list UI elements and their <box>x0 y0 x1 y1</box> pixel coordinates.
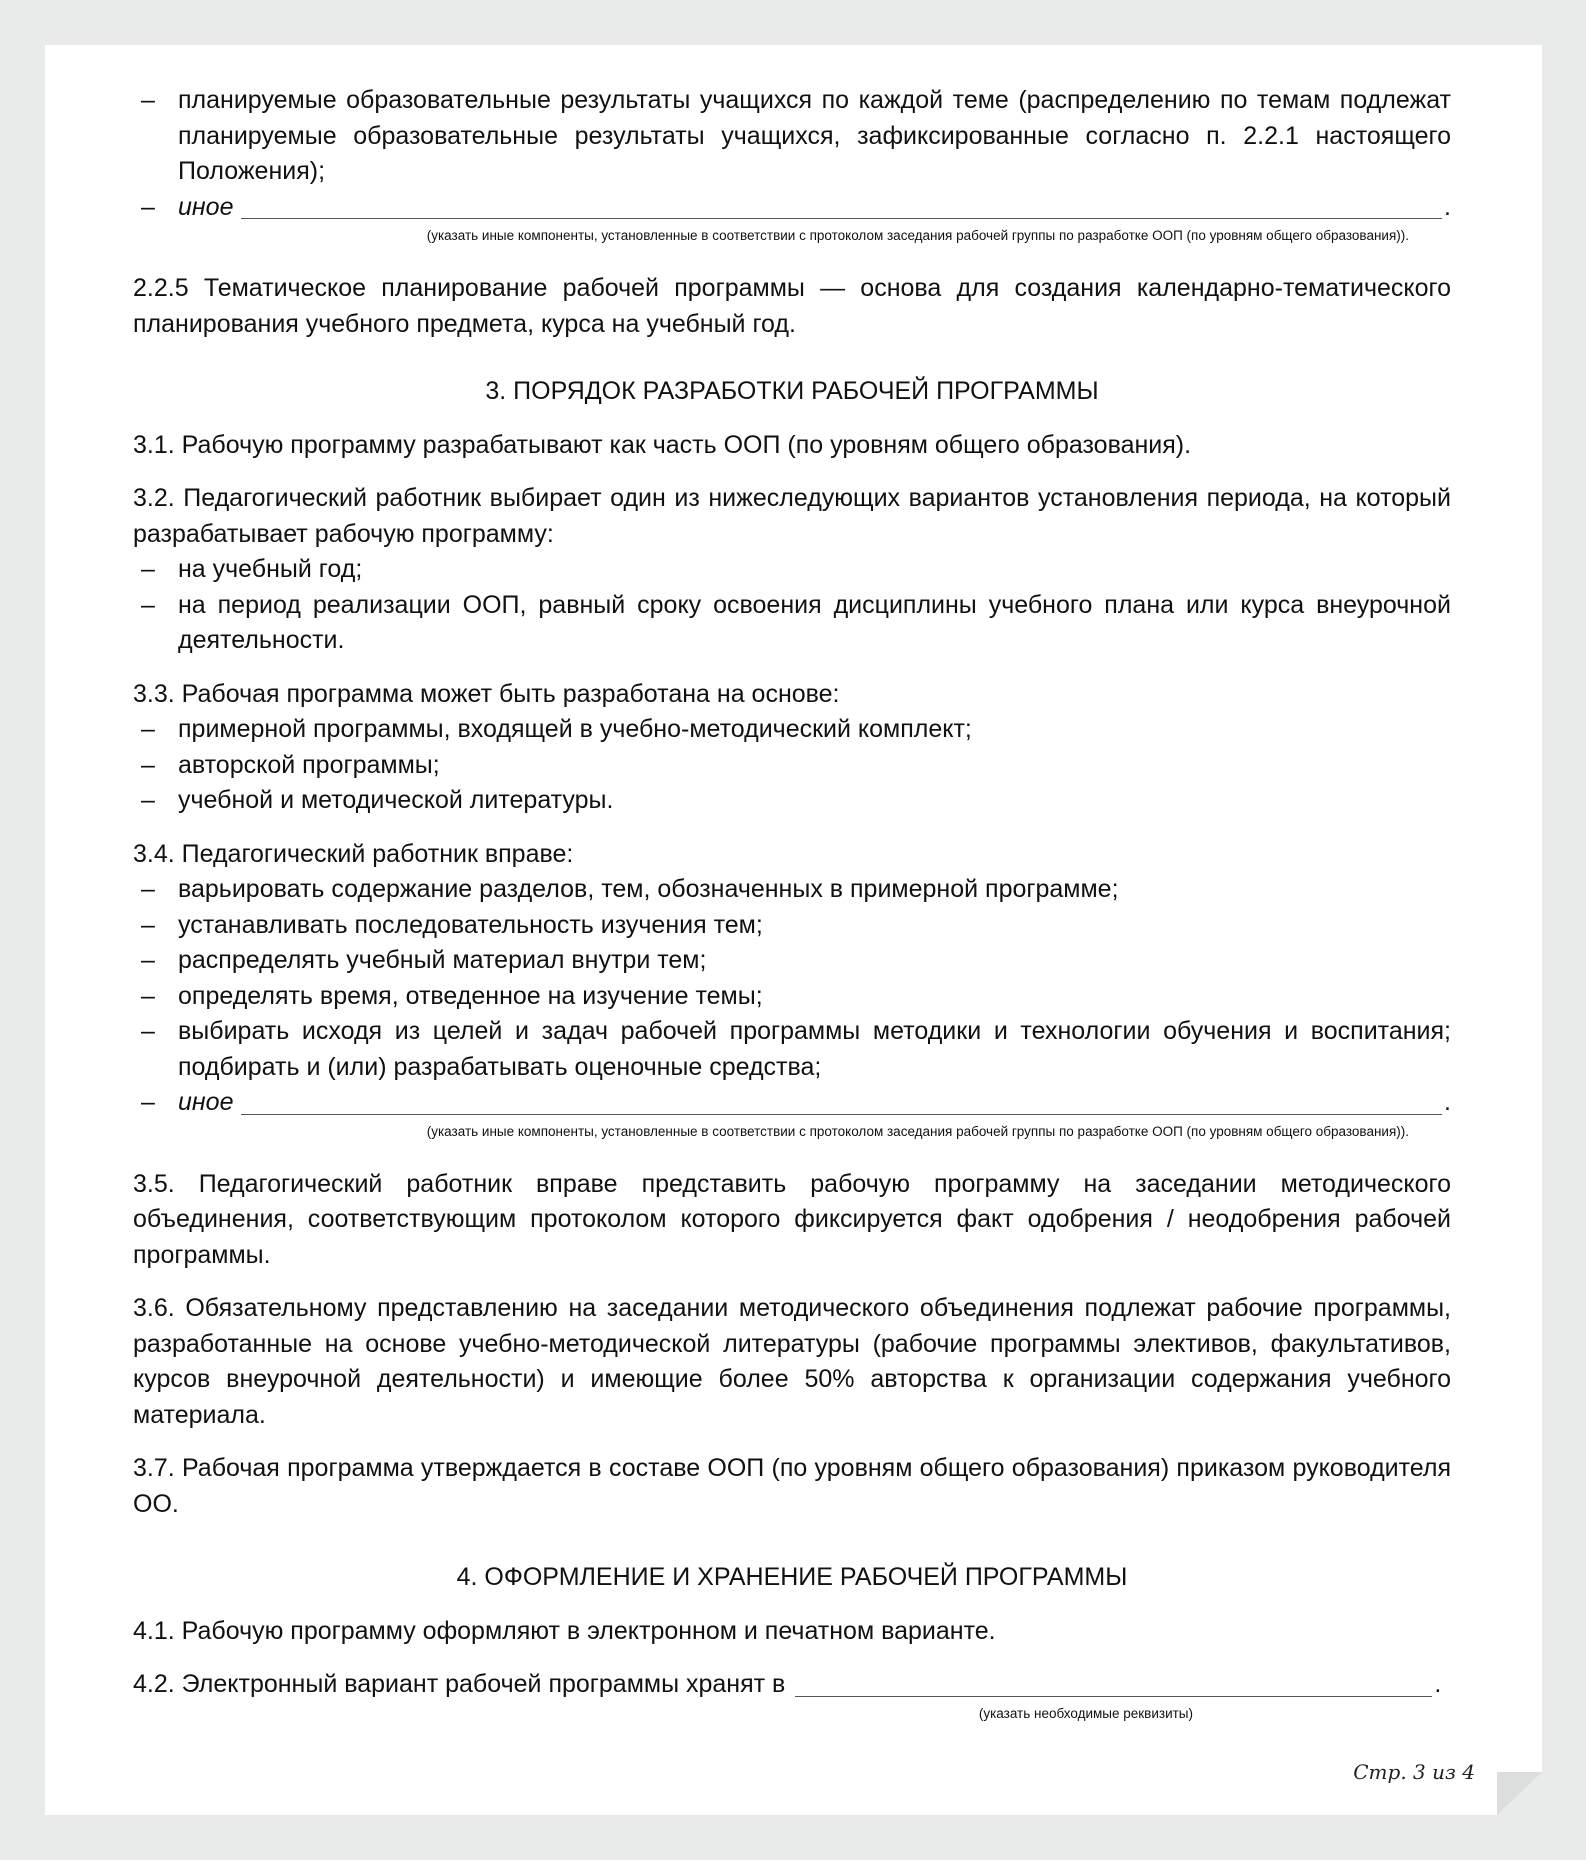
dash-bullet-icon: – <box>141 1017 155 1045</box>
paragraph-3-7: 3.7. Рабочая программа утверждается в составе ООП (по уровням общего образования) приказом руководителя ОО. <box>133 1454 1451 1518</box>
inoe-label: иное <box>178 192 234 221</box>
paragraph-3-6: 3.6. Обязательному представлению на заседании методического объединения подлежат рабочие программы, разработанные на основе учебно-методической литературы (рабочие программы элективов, факультативов, курсов внеурочной деятельности) и имеющие более 50% авторства к организации содержания учебного материала. <box>133 1294 1451 1429</box>
dash-bullet-icon: – <box>141 1088 155 1116</box>
list-item <box>133 979 1451 1015</box>
list-item-text: выбирать исходя из целей и задач рабочей программы методики и технологии обучения и воспитания; подбирать и (или) разрабатывать оценочные средства; <box>178 1017 1451 1081</box>
dash-bullet-icon: – <box>141 875 155 903</box>
list-item <box>133 908 1451 944</box>
fill-dot: . <box>1444 1088 1451 1116</box>
section-3-heading: 3. ПОРЯДОК РАЗРАБОТКИ РАБОЧЕЙ ПРОГРАММЫ <box>485 377 1099 405</box>
list-item <box>133 83 1451 190</box>
list-item <box>133 748 1451 784</box>
list-item-text: устанавливать последовательность изучения тем; <box>178 910 763 939</box>
dash-bullet-icon: – <box>141 192 155 221</box>
list-item-text: распределять учебный материал внутри тем; <box>178 946 707 974</box>
dash-bullet-icon: – <box>141 981 155 1010</box>
paragraph-4-2-row <box>133 1667 1451 1703</box>
storage-location-hint: (указать необходимые реквизиты) <box>978 1705 1193 1721</box>
section-4-heading: 4. ОФОРМЛЕНИЕ И ХРАНЕНИЕ РАБОЧЕЙ ПРОГРАММЫ <box>456 1563 1128 1591</box>
dash-bullet-icon: – <box>141 86 155 114</box>
list-item <box>133 943 1451 979</box>
page-fold-triangle <box>1497 1772 1542 1815</box>
list-item <box>133 872 1451 908</box>
fill-dot: . <box>1444 192 1451 221</box>
paragraph-3-4: 3.4. Педагогический работник вправе: <box>133 839 574 868</box>
list-item-text: определять время, отведенное на изучение темы; <box>178 981 763 1010</box>
paragraph-3-3: 3.3. Рабочая программа может быть разработана на основе: <box>133 679 840 708</box>
list-item-text: учебной и методической литературы. <box>178 786 614 814</box>
inoe-hint: (указать иные компоненты, установленные в соответствии с протоколом заседания рабочей группы по разработке ООП (по уровням общего образования)). <box>426 1123 1409 1139</box>
page-number: Стр. 3 из 4 <box>1353 1760 1475 1784</box>
paragraph-4-1: 4.1. Рабочую программу оформляют в электронном и печатном варианте. <box>133 1616 996 1645</box>
paragraph-3-5: 3.5. Педагогический работник вправе представить рабочую программу на заседании методического объединения, соответствующим протоколом которого фиксируется факт одобрения / неодобрения рабочей программы. <box>133 1169 1451 1269</box>
list-item-text: варьировать содержание разделов, тем, обозначенных в примерной программе; <box>178 875 1119 903</box>
inoe-fill-field[interactable] <box>241 190 1442 219</box>
inoe-hint: (указать иные компоненты, установленные в соответствии с протоколом заседания рабочей группы по разработке ООП (по уровням общего образования)). <box>426 228 1409 243</box>
list-item-text: на период реализации ООП, равный сроку освоения дисциплины учебного плана или курса внеурочной деятельности. <box>178 590 1451 654</box>
paragraph-3-1: 3.1. Рабочую программу разрабатывают как часть ООП (по уровням общего образования). <box>133 430 1192 459</box>
dash-bullet-icon: – <box>141 946 155 974</box>
dash-bullet-icon: – <box>141 590 155 619</box>
list-item <box>133 1014 1451 1085</box>
list-item-text: примерной программы, входящей в учебно-методический комплект; <box>178 715 972 743</box>
dash-bullet-icon: – <box>141 750 155 779</box>
dash-bullet-icon: – <box>141 555 155 583</box>
inoe-fill-field[interactable] <box>241 1086 1442 1115</box>
list-item <box>133 783 1451 819</box>
dash-bullet-icon: – <box>141 910 155 939</box>
list-item <box>133 712 1451 748</box>
inoe-label: иное <box>178 1088 234 1116</box>
fill-dot: . <box>1434 1670 1442 1698</box>
storage-location-fill-field[interactable] <box>795 1668 1432 1697</box>
dash-bullet-icon: – <box>141 715 155 743</box>
inoe-fill-row <box>133 190 1451 226</box>
list-item <box>133 588 1451 659</box>
list-item-text: авторской программы; <box>178 750 440 779</box>
paragraph-4-2: 4.2. Электронный вариант рабочей программы хранят в <box>133 1670 786 1698</box>
dash-bullet-icon: – <box>141 786 155 814</box>
list-item <box>133 552 1451 588</box>
list-item-text: на учебный год; <box>178 555 363 583</box>
paragraph-2-2-5: 2.2.5 Тематическое планирование рабочей программы — основа для создания календарно-тематического планирования учебного предмета, курса на учебный год. <box>133 274 1451 338</box>
inoe-fill-row <box>133 1085 1451 1121</box>
paragraph-3-2: 3.2. Педагогический работник выбирает один из нижеследующих вариантов установления периода, на который разрабатывает рабочую программу: <box>133 484 1451 548</box>
document-content <box>133 83 1451 1723</box>
list-item-text: планируемые образовательные результаты учащихся по каждой теме (распределению по темам подлежат планируемые образовательные результаты учащихся, зафиксированные согласно п. 2.2.1 настоящего Положения); <box>178 86 1451 185</box>
